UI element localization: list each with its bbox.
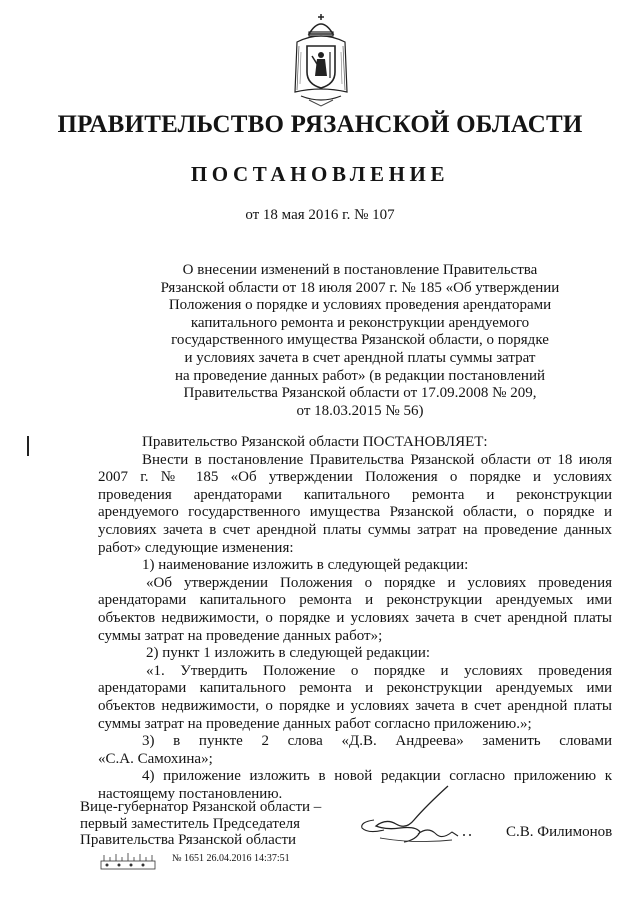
quote-line: суммы затрат на проведение данных работ»; xyxy=(98,627,383,644)
signatory-name: С.В. Филимонов xyxy=(506,824,613,840)
list-item-2: 2) пункт 1 изложить в следующей редакции: xyxy=(146,645,431,662)
paragraph-line: условиях зачета в счет арендной платы суммы затрат на проведение данных xyxy=(98,521,612,538)
paragraph-line: 2007 г. № 185 «Об утверждении Положения о порядке и условиях xyxy=(98,469,612,486)
position-line: первый заместитель Председателя xyxy=(80,815,300,832)
paragraph-line: арендуемого государственного имущества Рязанской области, о порядке и xyxy=(98,504,612,521)
title-line: на проведение данных работ» (в редакции постановлений xyxy=(174,367,546,384)
list-item-3: 3) в пункте 2 слова «Д.В. Андреева» заменить словами xyxy=(142,733,612,750)
list-item-1: 1) наименование изложить в следующей редакции: xyxy=(142,557,469,574)
title-line: Рязанской области от 18 июля 2007 г. № 185 «Об утверждении xyxy=(160,279,560,296)
signatory-position xyxy=(80,799,321,849)
title-line: государственного имущества Рязанской области, о порядке xyxy=(171,332,549,349)
office-stamp-icon xyxy=(100,851,156,871)
quote-line: «Об утверждении Положения о порядке и условиях проведения xyxy=(146,574,612,591)
title-line: и условиях зачета в счет арендной платы суммы затрат xyxy=(184,349,536,366)
title-line: О внесении изменений в постановление Правительства xyxy=(182,262,538,278)
title-line: капитального ремонта и реконструкции арендуемого xyxy=(190,314,530,331)
quote-line: объектов недвижимости, о порядке и условиях зачета в счет арендной платы xyxy=(98,609,612,626)
quote-line: суммы затрат на проведение данных работ согласно приложению.»; xyxy=(98,715,532,732)
organization-name: ПРАВИТЕЛЬСТВО РЯЗАНСКОЙ ОБЛАСТИ xyxy=(57,111,583,138)
position-line: Вице-губернатор Рязанской области – xyxy=(80,799,322,815)
position-line: Правительства Рязанской области xyxy=(80,832,297,848)
resolution-intro: Правительство Рязанской области ПОСТАНОВЛЯЕТ: xyxy=(142,434,488,450)
title-line: от 18.03.2015 № 56) xyxy=(296,402,424,419)
quote-line: «1. Утвердить Положение о порядке и условиях проведения xyxy=(146,662,612,679)
margin-mark xyxy=(27,436,29,456)
ryazan-coat-of-arms-icon xyxy=(287,12,355,108)
registration-code: № 1651 26.04.2016 14:37:51 xyxy=(172,853,290,864)
quote-line: арендаторами капитального ремонта и реконструкции арендуемых ими xyxy=(98,592,612,609)
document-body xyxy=(98,434,612,803)
list-item-4: 4) приложение изложить в новой редакции согласно приложению к xyxy=(142,768,612,785)
title-line: Положения о порядке и условиях проведения арендаторами xyxy=(168,297,552,314)
list-item-3-cont: «С.А. Самохина»; xyxy=(98,750,213,767)
document-type: ПОСТАНОВЛЕНИЕ xyxy=(190,162,450,186)
document-title xyxy=(140,262,580,420)
paragraph-line: Внести в постановление Правительства Рязанской области от 18 июля xyxy=(142,451,612,468)
quote-line: объектов недвижимости, о порядке и условиях зачета в счет арендной платы xyxy=(98,697,612,714)
document-date: от 18 мая 2016 г. № 107 xyxy=(245,207,395,223)
paragraph-line: работ» следующие изменения: xyxy=(98,539,294,556)
paragraph-line: проведения арендаторами капитального ремонта и реконструкции xyxy=(98,486,612,503)
quote-line: арендаторами капитального ремонта и реконструкции арендуемых ими xyxy=(98,680,612,697)
title-line: Правительства Рязанской области от 17.09.2008 № 209, xyxy=(183,385,537,402)
list-item-4-cont: настоящему постановлению. xyxy=(98,785,283,802)
handwritten-signature xyxy=(356,780,486,858)
